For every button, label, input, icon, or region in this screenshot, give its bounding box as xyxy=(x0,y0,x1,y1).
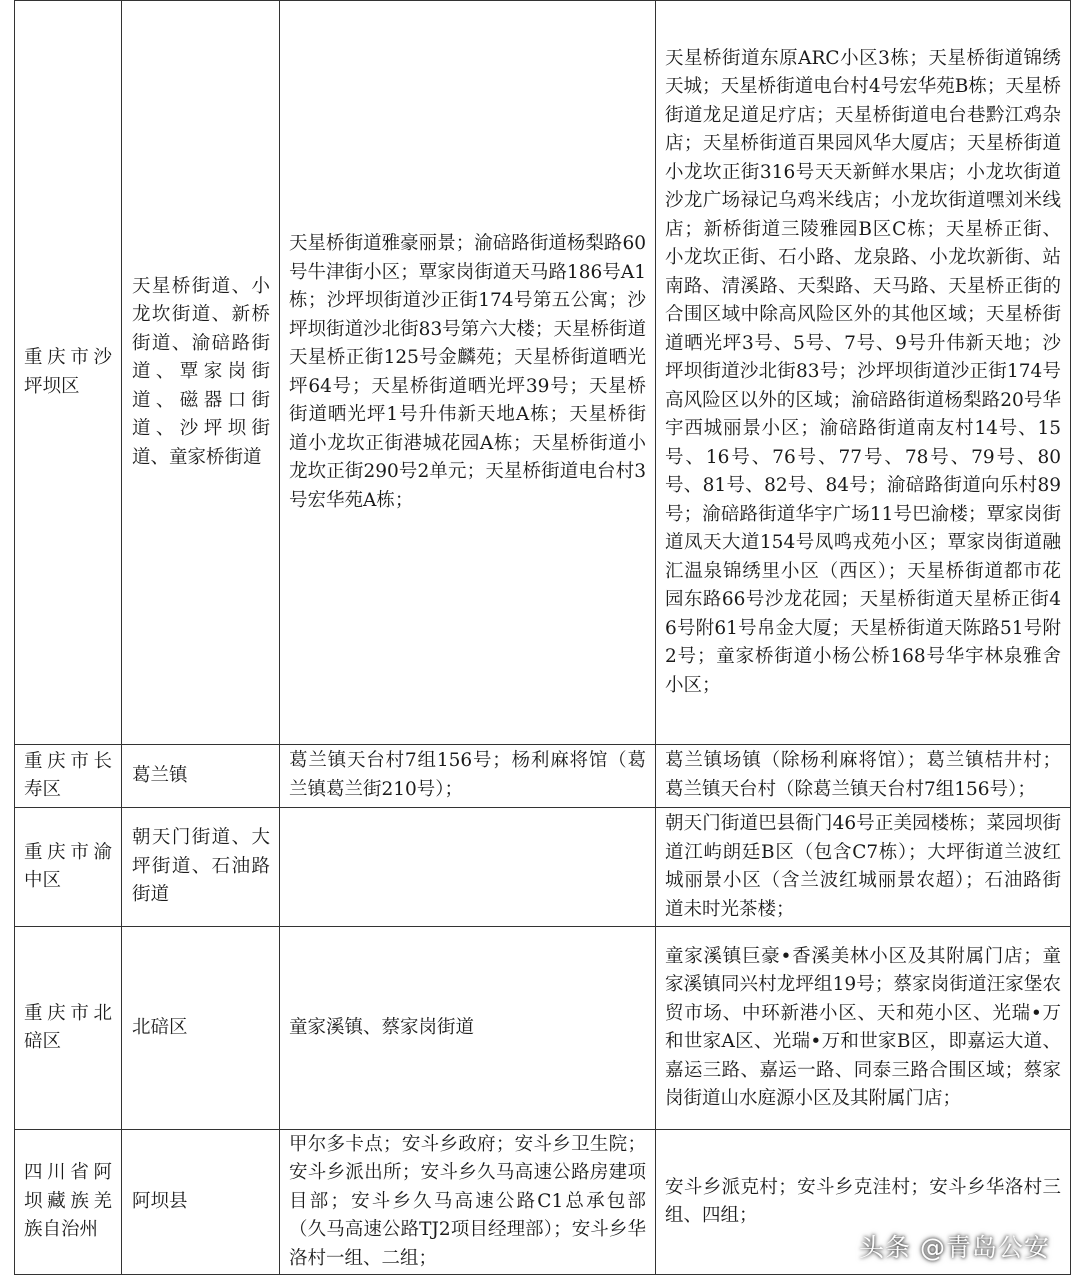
low-risk-cell: 天星桥街道东原ARC小区3栋；天星桥街道锦绣天城；天星桥街道电台村4号宏华苑B栋；天星桥街道龙足道足疗店；天星桥街道电台巷黔江鸡杂店；天星桥街道百果园风华大厦店；天星桥街道小龙坎正街316号天天新鲜水果店；小龙坎街道沙龙广场禄记乌鸡米线店；小龙坎街道嘿刘米线店；新桥街道三陵雅园B区C栋；天星桥正街、小龙坎正街、石小路、龙泉路、小龙坎新街、站南路、清溪路、天梨路、天马路、天星桥正街的合围区域中除高风险区外的其他区域；天星桥街道晒光坪3号、5号、7号、9号升伟新天地；沙坪坝街道沙北街83号；沙坪坝街道沙正街174号高风险区以外的区域；渝碚路街道杨梨路20号华宇西城丽景小区；渝碚路街道南友村14号、15号、16号、76号、77号、78号、79号、80号、81号、82号、84号；渝碚路街道向乐村89号；渝碚路街道华宇广场11号巴渝楼；覃家岗街道凤天大道154号凤鸣戎苑小区；覃家岗街道融汇温泉锦绣里小区（西区）；天星桥街道都市花园东路66号沙龙花园；天星桥街道天星桥正街46号附61号帛金大厦；天星桥街道天陈路51号附2号；童家桥街道小杨公桥168号华宇林泉雅舍小区； xyxy=(656,1,1071,745)
medium-risk-cell: 甲尔多卡点；安斗乡政府；安斗乡卫生院；安斗乡派出所；安斗乡久马高速公路房建项目部；安斗乡久马高速公路C1总承包部（久马高速公路TJ2项目经理部）；安斗乡华洛村一组、二组； xyxy=(280,1130,656,1275)
street-cell: 阿坝县 xyxy=(122,1130,280,1275)
region-cell: 重庆市长寿区 xyxy=(15,745,122,808)
low-risk-cell: 朝天门街道巴县衙门46号正美园楼栋；菜园坝街道江屿朗廷B区（包含C7栋）；大坪街道兰波红城丽景小区（含兰波红城丽景农超）；石油路街道未时光茶楼； xyxy=(656,808,1071,927)
table-row xyxy=(15,1,1071,745)
risk-area-table xyxy=(14,0,1071,1275)
low-risk-cell: 童家溪镇巨豪•香溪美林小区及其附属门店；童家溪镇同兴村龙坪组19号；蔡家岗街道汪家堡农贸市场、中环新港小区、天和苑小区、光瑞•万和世家A区、光瑞•万和世家B区，即嘉运大道、嘉运三路、嘉运一路、同泰三路合围区域；蔡家岗街道山水庭源小区及其附属门店； xyxy=(656,927,1071,1130)
low-risk-cell: 安斗乡派克村；安斗乡克洼村；安斗乡华洛村三组、四组； xyxy=(656,1130,1071,1275)
medium-risk-cell: 童家溪镇、蔡家岗街道 xyxy=(280,927,656,1130)
source-watermark: 头条 @青岛公安 xyxy=(859,1233,1050,1262)
table-row xyxy=(15,927,1071,1130)
table-row xyxy=(15,808,1071,927)
street-cell: 北碚区 xyxy=(122,927,280,1130)
table-row xyxy=(15,745,1071,808)
medium-risk-cell xyxy=(280,808,656,927)
medium-risk-cell: 葛兰镇天台村7组156号；杨利麻将馆（葛兰镇葛兰街210号）； xyxy=(280,745,656,808)
street-cell: 朝天门街道、大坪街道、石油路街道 xyxy=(122,808,280,927)
street-cell: 天星桥街道、小龙坎街道、新桥街道、渝碚路街道、覃家岗街道、磁器口街道、沙坪坝街道、童家桥街道 xyxy=(122,1,280,745)
medium-risk-cell: 天星桥街道雅豪丽景；渝碚路街道杨梨路60号牛津街小区；覃家岗街道天马路186号A1栋；沙坪坝街道沙正街174号第五公寓；沙坪坝街道沙北街83号第六大楼；天星桥街道天星桥正街125号金麟苑；天星桥街道晒光坪64号；天星桥街道晒光坪39号；天星桥街道晒光坪1号升伟新天地A栋；天星桥街道小龙坎正街港城花园A栋；天星桥街道小龙坎正街290号2单元；天星桥街道电台村3号宏华苑A栋； xyxy=(280,1,656,745)
region-cell: 重庆市渝中区 xyxy=(15,808,122,927)
low-risk-cell: 葛兰镇场镇（除杨利麻将馆）；葛兰镇桔井村；葛兰镇天台村（除葛兰镇天台村7组156号）； xyxy=(656,745,1071,808)
region-cell: 重庆市沙坪坝区 xyxy=(15,1,122,745)
street-cell: 葛兰镇 xyxy=(122,745,280,808)
region-cell: 重庆市北碚区 xyxy=(15,927,122,1130)
region-cell: 四川省阿坝藏族羌族自治州 xyxy=(15,1130,122,1275)
